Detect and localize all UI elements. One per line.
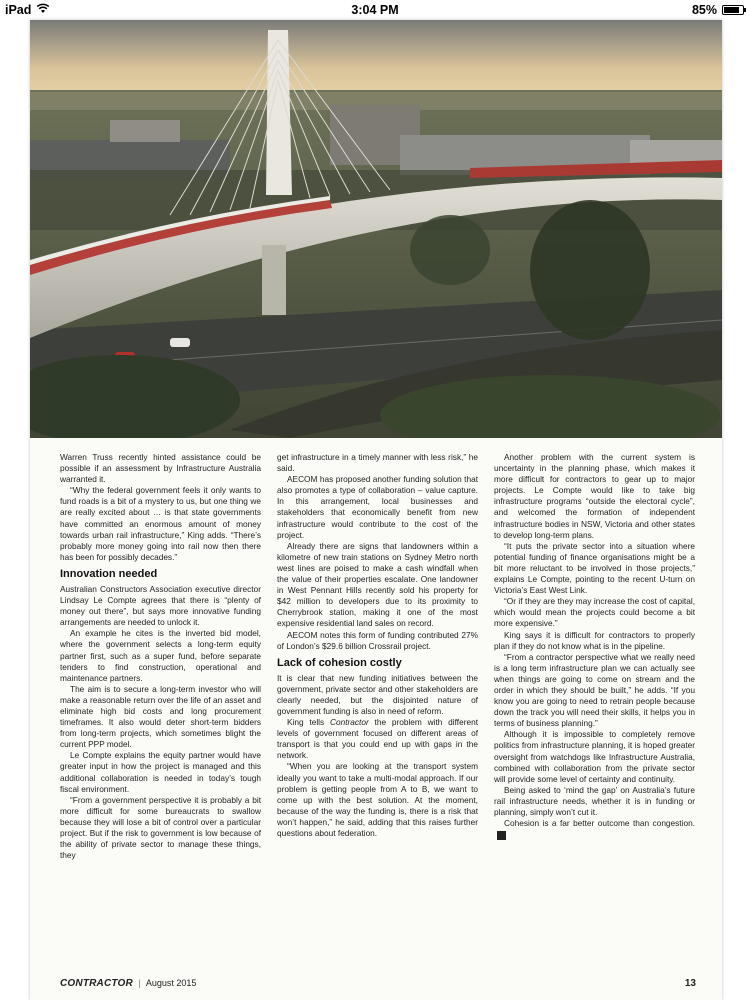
- status-bar: [0, 0, 750, 20]
- paragraph: AECOM notes this form of funding contributed 27% of London’s $29.6 billion Crossrail project.: [277, 629, 478, 651]
- paragraph: “Why the federal government feels it only wants to fund roads is a bit of a mystery to us, but one thing we are really excited about … is that state governments have committed an enormous amount of money towards urban rail infrastructure,” King adds. “There’s probably more money going into rail now then there has been for possibly decades.”: [60, 485, 261, 562]
- article-column-1: [60, 452, 261, 972]
- paragraph: [494, 818, 695, 840]
- paragraph: “From a government perspective it is probably a bit more difficult for some bureaucrats to swallow because they will lose a bit of control over a particular project. But if the risk to government is low because of the ability of private sector to manage these things, they: [60, 794, 261, 861]
- battery-icon: [722, 5, 744, 15]
- article-column-2: [277, 452, 478, 972]
- paragraph: “It puts the private sector into a situation where potential funding of finance organisations might be a bit more reluctant to be involved in those projects,” explains Le Compte, pointing to the recent U-turn on Victoria’s East West Link.: [494, 540, 695, 596]
- page-number: 13: [684, 978, 696, 989]
- paragraph: It is clear that new funding initiatives between the government, private sector and other stakeholders are clearly needed, but the disjointed nature of government funding is also in need of reform.: [277, 672, 478, 716]
- clock: 3:04 PM: [351, 3, 399, 17]
- page-footer: [60, 978, 696, 992]
- paragraph: Another problem with the current system is uncertainty in the planning phase, which makes it more difficult for contractors to gear up to major projects. Le Compte would like to take big infrastructure programs “outside the electoral cycle”, and welcomed the formation of independent infrastructure bodies in NSW, Victoria and other states to develop long-term plans.: [494, 452, 695, 540]
- paragraph: King says it is difficult for contractors to properly plan if they do not know what is in the pipeline.: [494, 629, 695, 651]
- article-column-3: [494, 452, 695, 972]
- section-heading: Innovation needed: [60, 567, 158, 580]
- paragraph: Being asked to ‘mind the gap’ on Australia’s future rail infrastructure needs, whether it is in funding or planning, simply won’t cut it.: [494, 784, 695, 817]
- paragraph: “From a contractor perspective what we really need is a long term infrastructure plan we can actually see when things are going to come on stream and the order in which they should be built,” he adds. “If you know you are going to need to retrain people because down the track you will need their skills, it helps you in terms of business planning.”: [494, 651, 695, 729]
- paragraph: [277, 717, 478, 761]
- paragraph-text: King tells: [287, 717, 325, 728]
- paragraph: An example he cites is the inverted bid model, where the government selects a long-term equity partner first, such as a super fund, before separate tenders to find construction, operational and maintenance partners.: [60, 628, 261, 683]
- paragraph: Although it is impossible to completely remove politics from infrastructure planning, it is hoped greater oversight from watchdogs like Infrastructure Australia, combined with collaboration from the private sector will provide some level of certainty and continuity.: [494, 729, 695, 784]
- paragraph: “Or if they are they may increase the cost of capital, which would mean the projects could become a bit more expensive.”: [494, 596, 695, 629]
- article-body: [60, 452, 696, 972]
- paragraph: “When you are looking at the transport system ideally you want to take a multi-modal approach. If our problem is getting people from A to B, we want to come up with the best solution. At the moment, because of the way the funding is, there is a risk that won’t happen,” he said, adding that this raises further questions about federation.: [277, 761, 478, 838]
- battery-fill: [724, 7, 739, 13]
- battery-percent: 85%: [691, 3, 717, 17]
- issue-date: August 2015: [145, 978, 197, 988]
- magazine-brand: CONTRACTOR: [60, 978, 133, 989]
- paragraph: AECOM has proposed another funding solution that also promotes a type of collaboration – value capture. In this arrangement, local businesses and stakeholders that economically benefit from new infrastructure would contribute to the cost of the project.: [277, 474, 478, 540]
- paragraph: The aim is to secure a long-term investor who will make a reasonable return over the life of an asset and eliminate high bid costs and long procurement timeframes. It also would deter short-term bidders from long-term projects, which sometimes blight the current PPP model.: [60, 683, 261, 750]
- paragraph: get infrastructure in a timely manner with less risk,” he said.: [277, 452, 478, 474]
- paragraph: Warren Truss recently hinted assistance could be possible if an assessment by Infrastructure Australia warranted it.: [60, 452, 261, 485]
- hero-image-rail-bridge: [30, 20, 722, 438]
- section-heading: Lack of cohesion costly: [277, 656, 402, 669]
- paragraph: Already there are signs that landowners within a kilometre of new train stations on Sydney Metro north west lines are poised to make a cash windfall when the value of their properties escalate. One landowner in West Pennant Hills recently sold his property for $42 million to developers due to its proximity to Cherrybrook station, making it one of the most expensive residential land sales on record.: [277, 540, 478, 629]
- device-label: iPad: [5, 3, 32, 17]
- paragraph-text: Cohesion is a far better outcome than congestion.: [504, 818, 695, 829]
- paragraph: Australian Constructors Association executive director Lindsay Le Compte agrees that there is “plenty of money out there”, but says more innovative funding arrangements are needed to unlock it.: [60, 583, 261, 628]
- end-of-article-mark: C: [497, 831, 506, 840]
- publication-name: Contractor: [329, 717, 369, 728]
- paragraph-text: the problem with different levels of government focused on different areas of transport is that you could end up with gaps in the network.: [277, 717, 479, 761]
- footer-separator: |: [138, 978, 141, 988]
- magazine-page: [30, 20, 722, 1000]
- paragraph: Le Compte explains the equity partner would have greater input in how the project is managed and this additional collaboration is needed in today’s tough fiscal environment.: [60, 750, 261, 794]
